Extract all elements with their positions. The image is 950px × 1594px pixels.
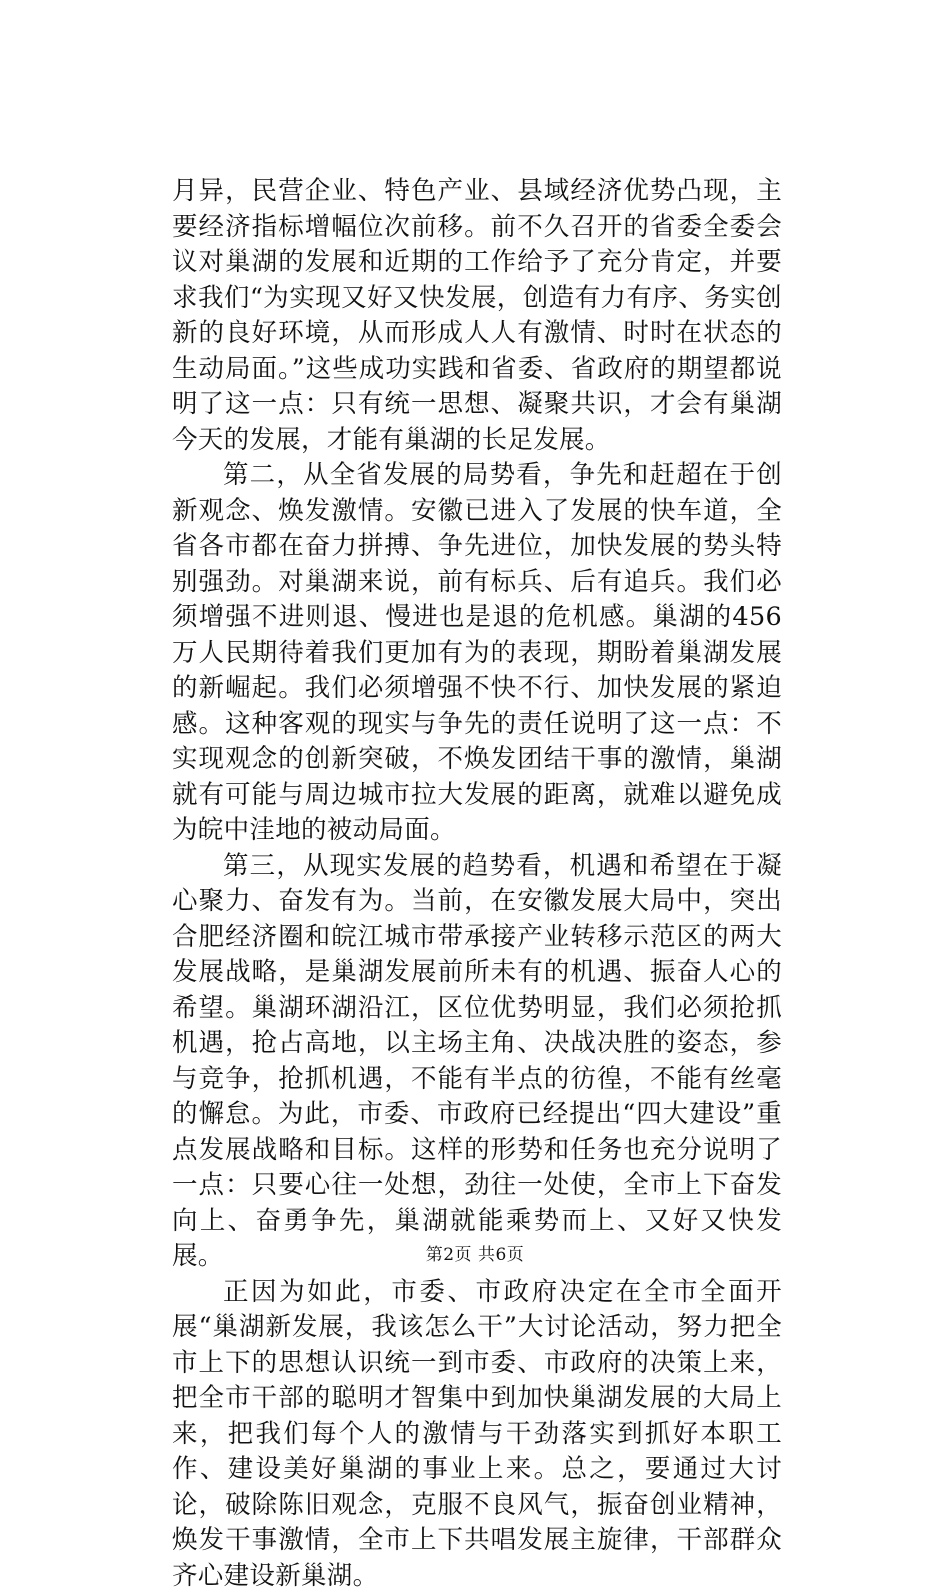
paragraph-continuation: 月异，民营企业、特色产业、县域经济优势凸现，主要经济指标增幅位次前移。前不久召开的省委全委会议对巢湖的发展和近期的工作给予了充分肯定，并要求我们“为实现又好又快发展，创造有力有序、务实创新的良好环境，从而形成人人有激情、时时在状态的生动局面。”这些成功实践和省委、省政府的期望都说明了这一点：只有统一思想、凝聚共识，才会有巢湖今天的发展，才能有巢湖的长足发展。 xyxy=(172,174,782,458)
paragraph-third-point: 第三，从现实发展的趋势看，机遇和希望在于凝心聚力、奋发有为。当前，在安徽发展大局中，突出合肥经济圈和皖江城市带承接产业转移示范区的两大发展战略，是巢湖发展前所未有的机遇、振奋人心的希望。巢湖环湖沿江，区位优势明显，我们必须抢抓机遇，抢占高地，以主场主角、决战决胜的姿态，参与竞争，抢抓机遇，不能有半点的彷徨，不能有丝毫的懈怠。为此，市委、市政府已经提出“四大建设”重点发展战略和目标。这样的形势和任务也充分说明了一点：只要心往一处想，劲往一处使，全市上下奋发向上、奋勇争先，巢湖就能乘势而上、又好又快发展。 xyxy=(172,849,782,1275)
page-number-footer: 第2页 共6页 xyxy=(0,1244,950,1266)
paragraph-second-point: 第二，从全省发展的局势看，争先和赶超在于创新观念、焕发激情。安徽已进入了发展的快车道，全省各市都在奋力拼搏、争先进位，加快发展的势头特别强劲。对巢湖来说，前有标兵、后有追兵。我们必须增强不进则退、慢进也是退的危机感。巢湖的456万人民期待着我们更加有为的表现，期盼着巢湖发展的新崛起。我们必须增强不快不行、加快发展的紧迫感。这种客观的现实与争先的责任说明了这一点：不实现观念的创新突破，不焕发团结干事的激情，巢湖就有可能与周边城市拉大发展的距离，就难以避免成为皖中洼地的被动局面。 xyxy=(172,458,782,849)
paragraph-conclusion: 正因为如此，市委、市政府决定在全市全面开展“巢湖新发展，我该怎么干”大讨论活动，努力把全市上下的思想认识统一到市委、市政府的决策上来，把全市干部的聪明才智集中到加快巢湖发展的大局上来，把我们每个人的激情与干劲落实到抓好本职工作、建设美好巢湖的事业上来。总之，要通过大讨论，破除陈旧观念，克服不良风气，振奋创业精神，焕发干事激情，全市上下共唱发展主旋律，干部群众齐心建设新巢湖。 xyxy=(172,1275,782,1594)
document-body xyxy=(172,174,782,1594)
